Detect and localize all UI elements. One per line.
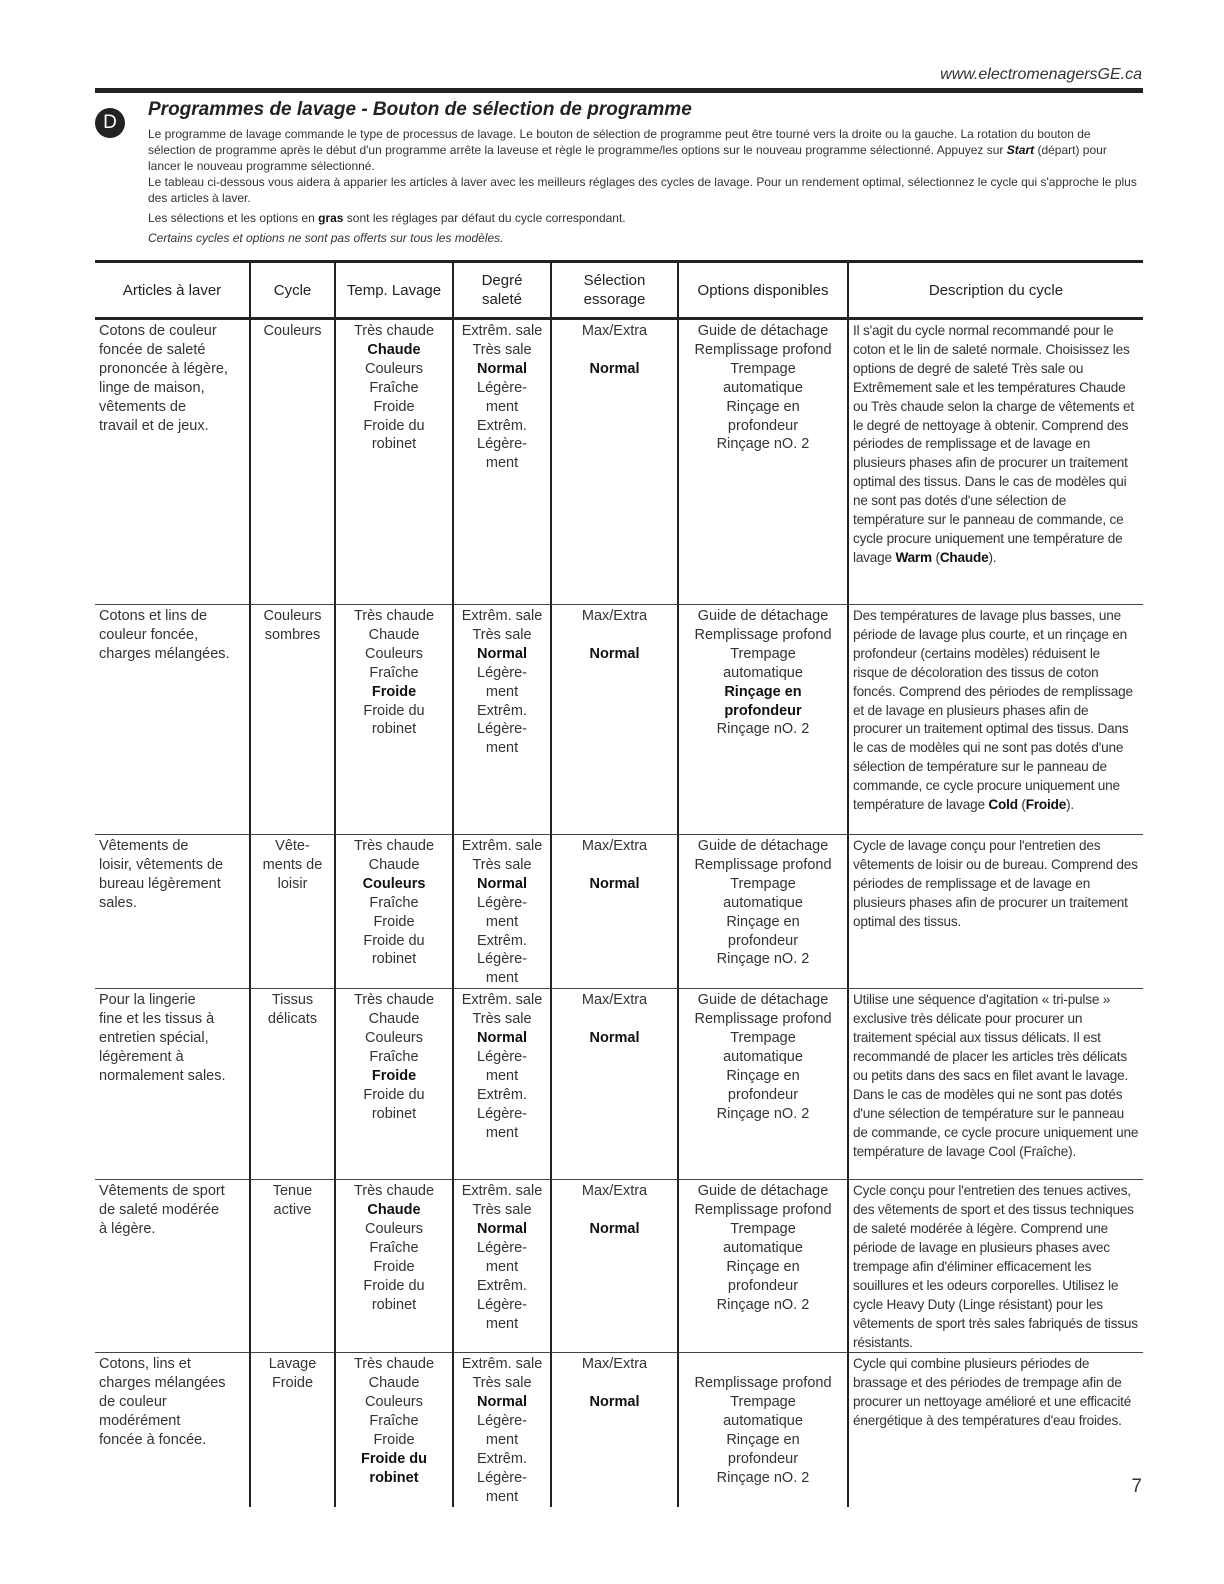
cell-articles: Vêtements de loisir, vêtements de bureau légèrement sales. (95, 835, 250, 989)
intro-block (148, 98, 1138, 246)
cell-essorage: Max/Extra Normal (551, 1180, 678, 1353)
cell-degre: Extrêm. sale Très sale Normal Légère- ment Extrêm. Légère- ment (453, 1353, 551, 1507)
cell-options: Guide de détachage Remplissage profond Trempage automatique Rinçage en profondeur Rinçage nO. 2 (678, 989, 848, 1180)
header-rule (95, 88, 1143, 93)
header-temp: Temp. Lavage (335, 262, 453, 319)
page-number: 7 (1131, 1476, 1142, 1497)
bold-keyword: gras (318, 211, 344, 225)
table-row (95, 605, 1143, 835)
cell-cycle: Tenue active (250, 1180, 335, 1353)
table-row (95, 989, 1143, 1180)
start-keyword: Start (1006, 143, 1035, 157)
cell-temp: Très chaude Chaude Couleurs Fraîche Froide Froide du robinet (335, 989, 453, 1180)
header-articles: Articles à laver (95, 262, 250, 319)
cell-temp: Très chaude Chaude Couleurs Fraîche Froide Froide du robinet (335, 835, 453, 989)
cell-temp: Très chaude Chaude Couleurs Fraîche Froide Froide du robinet (335, 605, 453, 835)
cell-temp: Très chaude Chaude Couleurs Fraîche Froide Froide du robinet (335, 1353, 453, 1507)
cell-degre: Extrêm. sale Très sale Normal Légère- ment Extrêm. Légère- ment (453, 1180, 551, 1353)
header-selection: Sélection essorage (551, 262, 678, 319)
cell-articles: Cotons et lins de couleur foncée, charges mélangées. (95, 605, 250, 835)
cell-articles: Cotons de couleur foncée de saleté prononcée à légère, linge de maison, vêtements de travail et de jeux. (95, 319, 250, 605)
table-row (95, 319, 1143, 605)
section-badge: D (95, 108, 125, 138)
intro-paragraph-4: Certains cycles et options ne sont pas offerts sur tous les modèles. (148, 231, 504, 245)
cell-description: Cycle qui combine plusieurs périodes de brassage et des périodes de trempage afin de procurer un nettoyage amélioré et une efficacité énergétique à des températures d'eau froides. (848, 1353, 1143, 1507)
table-row (95, 835, 1143, 989)
cell-description: Il s'agit du cycle normal recommandé pour le coton et le lin de saleté normale. Choisissez les options de degré de saleté Très sale ou Extrêmement sale et les températures Chaude ou Très chaude selon la charge de vêtements et le degré de nettoyage à obtenir. Comprend des périodes de remplissage et de lavage en plusieurs phases afin de procurer un traitement optimal des tissus. Dans le cas de modèles qui ne sont pas dotés d'une sélection de température sur le panneau de commande, ce cycle procure uniquement une température de lavage Warm (Chaude). (848, 319, 1143, 605)
wash-cycles-table (95, 260, 1143, 1507)
cell-cycle: Lavage Froide (250, 1353, 335, 1507)
cell-description: Cycle de lavage conçu pour l'entretien des vêtements de loisir ou de bureau. Comprend des périodes de remplissage et de lavage en plusieurs phases afin de procurer un traitement optimal des tissus. (848, 835, 1143, 989)
cell-options: Guide de détachage Remplissage profond Trempage automatique Rinçage en profondeur Rinçage nO. 2 (678, 835, 848, 989)
cell-cycle: Vête- ments de loisir (250, 835, 335, 989)
cell-articles: Vêtements de sport de saleté modérée à légère. (95, 1180, 250, 1353)
cell-articles: Pour la lingerie fine et les tissus à entretien spécial, légèrement à normalement sales. (95, 989, 250, 1180)
cell-description: Cycle conçu pour l'entretien des tenues actives, des vêtements de sport et des tissus techniques de saleté modérée à légère. Comprend une période de lavage en plusieurs phases avec trempage afin d'éliminer efficacement les souillures et les odeurs corporelles. Utilisez le cycle Heavy Duty (Linge résistant) pour les vêtements de sport très sales fabriqués de tissus résistants. (848, 1180, 1143, 1353)
cell-essorage: Max/Extra Normal (551, 989, 678, 1180)
cell-options: Guide de détachage Remplissage profond Trempage automatique Rinçage en profondeur Rinçage nO. 2 (678, 605, 848, 835)
table-body (95, 319, 1143, 1507)
website-url[interactable]: www.electromenagersGE.ca (940, 66, 1142, 83)
cell-description: Des températures de lavage plus basses, une période de lavage plus courte, et un rinçage en profondeur (certains modèles) réduisent le risque de décoloration des tissus de coton foncés. Comprend des périodes de remplissage et de lavage en plusieurs phases afin de procurer un traitement optimal des tissus. Dans le cas de modèles qui ne sont pas dotés d'une sélection de température sur le panneau de commande, ce cycle procure uniquement une température de lavage Cold (Froide). (848, 605, 1143, 835)
cell-essorage: Max/Extra Normal (551, 835, 678, 989)
cell-options: Guide de détachage Remplissage profond Trempage automatique Rinçage en profondeur Rinçage nO. 2 (678, 1180, 848, 1353)
cell-cycle: Couleurs sombres (250, 605, 335, 835)
cell-articles: Cotons, lins et charges mélangées de couleur modérément foncée à foncée. (99, 1356, 226, 1449)
cell-temp: Très chaude Chaude Couleurs Fraîche Froide Froide du robinet (335, 1180, 453, 1353)
cell-essorage: Max/Extra Normal (551, 1353, 678, 1507)
header-description: Description du cycle (848, 262, 1143, 319)
table-row (95, 1353, 1143, 1507)
intro-paragraph-1: Le programme de lavage commande le type de processus de lavage. Le bouton de sélection de programme peut être tourné vers la droite ou la gauche. La rotation du bouton de sélection de programme après le début d'un programme arrête la laveuse et règle le programme/les options sur le nouveau programme sélectionné. Appuyez sur Start (départ) pour lancer le nouveau programme sélectionné. (148, 127, 1107, 173)
cell-essorage: Max/Extra Normal (551, 605, 678, 835)
cell-options: Remplissage profond Trempage automatique Rinçage en profondeur Rinçage nO. 2 (678, 1353, 848, 1507)
cell-degre: Extrêm. sale Très sale Normal Légère- ment Extrêm. Légère- ment (453, 835, 551, 989)
header-degre: Degré saleté (453, 262, 551, 319)
header-options: Options disponibles (678, 262, 848, 319)
table-header-row (95, 262, 1143, 319)
cell-temp: Très chaude Chaude Couleurs Fraîche Froide Froide du robinet (335, 319, 453, 605)
cell-cycle: Tissus délicats (250, 989, 335, 1180)
cell-degre: Extrêm. sale Très sale Normal Légère- ment Extrêm. Légère- ment (453, 989, 551, 1180)
intro-paragraph-2: Le tableau ci-dessous vous aidera à apparier les articles à laver avec les meilleurs réglages des cycles de lavage. Pour un rendement optimal, sélectionnez le cycle qui s'approche le plus des articles à laver. (148, 175, 1137, 205)
table-row (95, 1180, 1143, 1353)
section-title: Programmes de lavage - Bouton de sélection de programme (148, 99, 692, 120)
cell-degre: Extrêm. sale Très sale Normal Légère- ment Extrêm. Légère- ment (453, 605, 551, 835)
cell-degre: Extrêm. sale Très sale Normal Légère- ment Extrêm. Légère- ment (453, 319, 551, 605)
cell-options: Guide de détachage Remplissage profond Trempage automatique Rinçage en profondeur Rinçage nO. 2 (678, 319, 848, 605)
cell-essorage: Max/Extra Normal (551, 319, 678, 605)
intro-paragraph-3: Les sélections et les options en gras sont les réglages par défaut du cycle correspondant. (148, 211, 626, 225)
header-cycle: Cycle (250, 262, 335, 319)
cell-cycle: Couleurs (250, 319, 335, 605)
cell-description: Utilise une séquence d'agitation « tri-pulse » exclusive très délicate pour procurer un traitement spécial aux tissus délicats. Il est recommandé de placer les articles très délicats ou petits dans des sacs en filet avant le lavage. Dans le cas de modèles qui ne sont pas dotés d'une sélection de température sur le panneau de commande, ce cycle procure uniquement une température de lavage Cool (Fraîche). (848, 989, 1143, 1180)
